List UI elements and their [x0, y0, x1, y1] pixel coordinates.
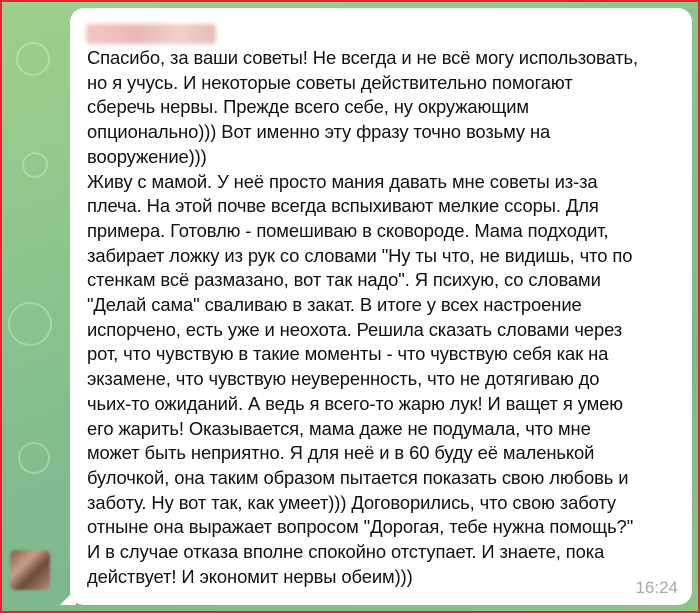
message-line: заботу. Ну вот так, как умеет))) Договорились, что свою заботу	[87, 491, 617, 513]
background-doodle	[8, 302, 52, 346]
message-line: сберечь нервы. Прежде всего себе, ну окружающим	[87, 96, 529, 118]
background-doodle	[18, 442, 50, 474]
message-line: отныне она выражает вопросом "Дорогая, тебе нужна помощь?"	[87, 516, 634, 538]
message-line: может быть неприятно. Я для неё и в 60 буду её маленькой	[87, 442, 595, 464]
message-line: испорчено, есть уже и неохота. Решила сказать словами через	[87, 318, 623, 340]
sender-avatar[interactable]	[10, 550, 50, 590]
sender-name[interactable]	[86, 24, 216, 44]
message-line: его жарить! Оказывается, мама даже не подумала, что мне	[87, 417, 591, 439]
message-line: стенкам всё размазано, вот так надо". Я психую, со словами	[87, 269, 601, 291]
message-line: но я учусь. И некоторые советы действительно помогают	[87, 71, 573, 93]
message-line: булочкой, она таким образом пытается показать свою любовь и	[87, 466, 629, 488]
background-doodle	[16, 42, 50, 76]
message-line: чьих-то ожиданий. А ведь я всего-то жарю лук! И ващет я умею	[87, 392, 624, 414]
message-line: примера. Готовлю - помешиваю в сковороде. Мама подходит,	[87, 219, 609, 241]
background-doodle	[22, 152, 48, 178]
message-line: Живу с мамой. У неё просто мания давать мне советы из-за	[87, 170, 598, 192]
message-text	[87, 46, 687, 589]
message-line: действует! И экономит нервы обеим)))	[87, 565, 413, 587]
message-line: рот, что чувствую в такие моменты - что чувствую себя как на	[87, 343, 609, 365]
message-line: вооружение)))	[87, 145, 207, 167]
message-line: Спасибо, за ваши советы! Не всегда и не всё могу использовать,	[87, 47, 639, 68]
message-line: плеча. На этой почве всегда вспыхивают мелкие ссоры. Для	[87, 195, 599, 217]
message-timestamp: 16:24	[635, 578, 678, 597]
message-line: забирает ложку из рук со словами "Ну ты что, не видишь, что по	[87, 244, 633, 266]
sender-name-text	[86, 24, 215, 41]
message-line: "Делай сама" сваливаю в закат. В итоге у всех настроение	[87, 294, 582, 316]
message-line: И в случае отказа вполне спокойно отступает. И знаете, пока	[87, 541, 605, 563]
message-line: опционально))) Вот именно эту фразу точно возьму на	[87, 121, 551, 143]
message-line: экзамене, что чувствую неуверенность, что не дотягиваю до	[87, 368, 600, 390]
